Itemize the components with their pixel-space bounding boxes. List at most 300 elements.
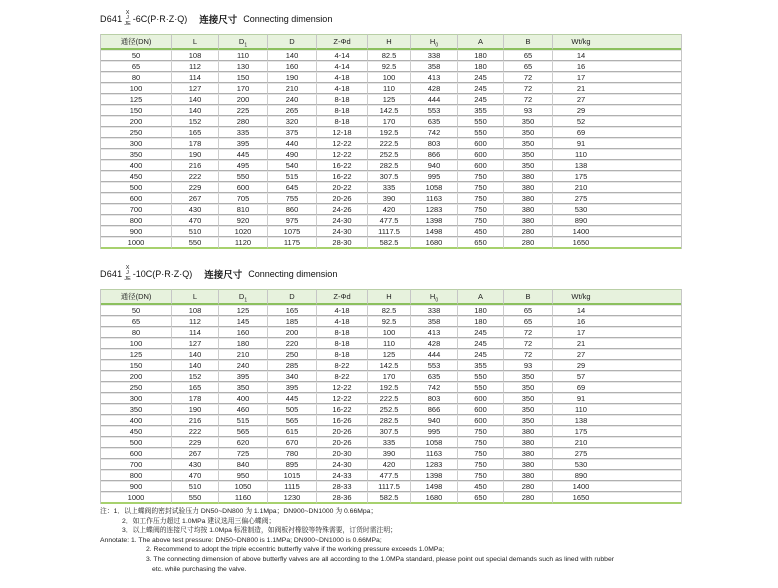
table-cell: 110 (368, 338, 411, 349)
table-cell: 250 (268, 349, 317, 360)
table-cell: 250 (101, 127, 172, 138)
column-header: 通径(DN) (101, 34, 172, 50)
table-cell: 200 (219, 94, 268, 105)
section-6c (100, 6, 680, 249)
table-cell: 320 (268, 116, 317, 127)
table-cell: 550 (458, 127, 504, 138)
table-cell: 445 (219, 149, 268, 160)
table-cell: 350 (219, 382, 268, 393)
table-cell: 112 (172, 316, 219, 327)
table-cell: 1650 (553, 492, 681, 504)
table-cell: 1020 (219, 226, 268, 237)
table-cell: 307.5 (368, 171, 411, 182)
table-cell: 165 (172, 382, 219, 393)
table-cell: 267 (172, 193, 219, 204)
table-cell: 91 (553, 393, 681, 404)
table-row (101, 448, 681, 459)
table-cell: 390 (368, 193, 411, 204)
table-row (101, 193, 681, 204)
table-cell: 222.5 (368, 138, 411, 149)
table-cell: 72 (504, 83, 553, 94)
table-cell: 142.5 (368, 105, 411, 116)
table-cell: 1650 (553, 237, 681, 249)
table-cell: 1015 (268, 470, 317, 481)
table-cell: 635 (411, 116, 458, 127)
table-cell: 28-36 (317, 492, 368, 504)
table-cell: 750 (458, 470, 504, 481)
table-cell: 112 (172, 61, 219, 72)
table-cell: 358 (411, 61, 458, 72)
table-cell: 510 (172, 481, 219, 492)
table-cell: 216 (172, 160, 219, 171)
table-cell: 500 (101, 182, 172, 193)
table-cell: 755 (268, 193, 317, 204)
table-cell: 1398 (411, 215, 458, 226)
table-cell: 20-30 (317, 448, 368, 459)
table-cell: 600 (101, 448, 172, 459)
table-cell: 229 (172, 182, 219, 193)
table-cell: 350 (504, 116, 553, 127)
table-cell: 275 (553, 448, 681, 459)
table-cell: 250 (101, 382, 172, 393)
table-cell: 8-18 (317, 94, 368, 105)
table-cell: 8-18 (317, 338, 368, 349)
table-row (101, 481, 681, 492)
table-cell: 12-18 (317, 127, 368, 138)
table-cell: 267 (172, 448, 219, 459)
table-cell: 20-26 (317, 437, 368, 448)
table-cell: 245 (458, 349, 504, 360)
table-cell: 975 (268, 215, 317, 226)
column-header: B (504, 34, 553, 50)
column-header: Z-Φd (317, 34, 368, 50)
table-row (101, 459, 681, 470)
column-header: Wt/kg (553, 289, 681, 305)
table-cell: 420 (368, 204, 411, 215)
table-cell: 140 (172, 94, 219, 105)
table-cell: 225 (219, 105, 268, 116)
table-cell: 705 (219, 193, 268, 204)
table-cell: 430 (172, 459, 219, 470)
table-row (101, 215, 681, 226)
table-cell: 890 (553, 470, 681, 481)
table-row (101, 338, 681, 349)
table-cell: 108 (172, 305, 219, 316)
table-row (101, 204, 681, 215)
table-cell: 82.5 (368, 305, 411, 316)
table-cell: 350 (504, 393, 553, 404)
table-cell: 20-22 (317, 182, 368, 193)
table-cell: 460 (219, 404, 268, 415)
table-row (101, 116, 681, 127)
table-cell: 28-30 (317, 237, 368, 249)
table-cell: 8-22 (317, 360, 368, 371)
table-cell: 1230 (268, 492, 317, 504)
table-cell: 222 (172, 171, 219, 182)
table-cell: 100 (101, 83, 172, 94)
table-row (101, 61, 681, 72)
table-cell: 192.5 (368, 382, 411, 393)
table-cell: 4-18 (317, 83, 368, 94)
table-cell: 350 (101, 149, 172, 160)
table-cell: 450 (458, 226, 504, 237)
table-cell: 477.5 (368, 470, 411, 481)
table-cell: 216 (172, 415, 219, 426)
table-cell: 210 (553, 437, 681, 448)
column-header: Wt/kg (553, 34, 681, 50)
table-cell: 8-18 (317, 349, 368, 360)
pressure-class-suffix: -10C(P·R·Z·Q) (132, 269, 193, 279)
table-cell: 252.5 (368, 404, 411, 415)
table-cell: 100 (101, 338, 172, 349)
table-cell: 100 (368, 72, 411, 83)
table-row (101, 305, 681, 316)
table-cell: 400 (101, 160, 172, 171)
table-cell: 1000 (101, 237, 172, 249)
table-cell: 4-14 (317, 61, 368, 72)
table-cell: 27 (553, 349, 681, 360)
column-header: $H_0$ (411, 34, 458, 50)
table-cell: 150 (219, 72, 268, 83)
table-row (101, 492, 681, 504)
table-cell: 550 (172, 492, 219, 504)
table-cell: 114 (172, 327, 219, 338)
table-cell: 350 (504, 404, 553, 415)
table-cell: 565 (268, 415, 317, 426)
title-chinese: 连接尺寸 (199, 15, 238, 26)
table-cell: 430 (172, 204, 219, 215)
table-row (101, 237, 681, 249)
column-header: H (368, 289, 411, 305)
table-cell: 29 (553, 105, 681, 116)
table-cell: 600 (458, 393, 504, 404)
table-cell: 350 (504, 371, 553, 382)
table-cell: 200 (101, 371, 172, 382)
variant-j: J (126, 15, 129, 22)
variant-x: X (125, 264, 130, 271)
table-cell: 192.5 (368, 127, 411, 138)
table-row (101, 393, 681, 404)
table-cell: 8-18 (317, 327, 368, 338)
table-cell: 240 (268, 94, 317, 105)
column-header: H (368, 34, 411, 50)
column-header: L (172, 289, 219, 305)
variant-x: X (125, 9, 130, 16)
table-cell: 29 (553, 360, 681, 371)
table-cell: 866 (411, 404, 458, 415)
table-cell: 565 (219, 426, 268, 437)
table-cell: 307.5 (368, 426, 411, 437)
table-cell: 550 (458, 371, 504, 382)
table-cell: 245 (458, 83, 504, 94)
table-row (101, 382, 681, 393)
table-cell: 69 (553, 127, 681, 138)
table-cell: 1000 (101, 492, 172, 504)
table-cell: 165 (268, 305, 317, 316)
table-cell: 440 (268, 138, 317, 149)
table-cell: 670 (268, 437, 317, 448)
table-cell: 1163 (411, 448, 458, 459)
table-cell: 138 (553, 415, 681, 426)
table-row (101, 127, 681, 138)
table-row (101, 171, 681, 182)
table-row (101, 349, 681, 360)
table-cell: 395 (219, 371, 268, 382)
table-cell: 582.5 (368, 492, 411, 504)
table-row (101, 226, 681, 237)
table-title-6c (100, 6, 680, 32)
title-chinese: 连接尺寸 (204, 270, 243, 281)
column-header: 通径(DN) (101, 289, 172, 305)
table-cell: 550 (458, 116, 504, 127)
table-cell: 380 (504, 204, 553, 215)
table-row (101, 404, 681, 415)
table-cell: 444 (411, 94, 458, 105)
column-header: B (504, 289, 553, 305)
table-cell: 282.5 (368, 415, 411, 426)
table-cell: 350 (504, 415, 553, 426)
table-cell: 355 (458, 105, 504, 116)
table-cell: 245 (458, 338, 504, 349)
column-header: A (458, 34, 504, 50)
table-cell: 600 (101, 193, 172, 204)
table-cell: 340 (268, 371, 317, 382)
table-cell: 180 (458, 305, 504, 316)
variant-j: J (126, 270, 129, 277)
table-cell: 995 (411, 426, 458, 437)
table-cell: 1498 (411, 481, 458, 492)
variant-je: JE (124, 275, 131, 282)
table-cell: 190 (268, 72, 317, 83)
table-cell: 515 (268, 171, 317, 182)
table-cell: 178 (172, 393, 219, 404)
table-cell: 380 (504, 426, 553, 437)
table-cell: 1160 (219, 492, 268, 504)
table-cell: 444 (411, 349, 458, 360)
table-cell: 750 (458, 459, 504, 470)
column-header: Z-Φd (317, 289, 368, 305)
table-cell: 27 (553, 94, 681, 105)
table-cell: 413 (411, 72, 458, 83)
table-row (101, 83, 681, 94)
table-cell: 110 (553, 149, 681, 160)
table-cell: 4-18 (317, 316, 368, 327)
table-cell: 165 (172, 127, 219, 138)
table-cell: 840 (219, 459, 268, 470)
table-cell: 600 (458, 160, 504, 171)
table-cell: 185 (268, 316, 317, 327)
table-cell: 280 (504, 237, 553, 249)
table-cell: 180 (458, 61, 504, 72)
table-cell: 16-22 (317, 404, 368, 415)
table-cell: 900 (101, 226, 172, 237)
table-row (101, 415, 681, 426)
table-cell: 100 (368, 327, 411, 338)
variant-je: JE (124, 20, 131, 27)
table-cell: 550 (172, 237, 219, 249)
table-cell: 900 (101, 481, 172, 492)
table-cell: 750 (458, 204, 504, 215)
table-cell: 300 (101, 138, 172, 149)
table-cell: 395 (219, 138, 268, 149)
note-en-2: 2. Recommend to adopt the triple eccentric butterfly valve if the working pressure exceeds 1.0MPa; (146, 546, 445, 554)
table-cell: 229 (172, 437, 219, 448)
table-cell: 152 (172, 116, 219, 127)
table-cell: 220 (268, 338, 317, 349)
table-cell: 138 (553, 160, 681, 171)
note-zh-1: 注：1．以上蝶阀的密封试验压力 DN50~DN800 为 1.1Mpa；DN900~DN1000 为 0.66Mpa； (100, 508, 378, 515)
table-cell: 600 (458, 138, 504, 149)
table-cell: 50 (101, 50, 172, 61)
table-cell: 750 (458, 426, 504, 437)
table-cell: 350 (504, 160, 553, 171)
table-cell: 505 (268, 404, 317, 415)
table-cell: 866 (411, 149, 458, 160)
table-cell: 65 (504, 50, 553, 61)
table-cell: 65 (504, 316, 553, 327)
table-cell: 72 (504, 327, 553, 338)
table-cell: 20-26 (317, 193, 368, 204)
table-row (101, 50, 681, 61)
table-cell: 8-18 (317, 105, 368, 116)
table-cell: 92.5 (368, 61, 411, 72)
table-cell: 65 (504, 305, 553, 316)
table-cell: 245 (458, 327, 504, 338)
table-cell: 65 (504, 61, 553, 72)
table-cell: 24-30 (317, 215, 368, 226)
table-cell: 69 (553, 382, 681, 393)
table-row (101, 360, 681, 371)
table-cell: 470 (172, 470, 219, 481)
table-cell: 530 (553, 204, 681, 215)
pressure-class-suffix: -6C(P·R·Z·Q) (132, 14, 188, 24)
table-cell: 1050 (219, 481, 268, 492)
table-cell: 65 (101, 61, 172, 72)
table-cell: 335 (219, 127, 268, 138)
table-cell: 742 (411, 382, 458, 393)
header-row (101, 289, 681, 305)
table-cell: 16 (553, 316, 681, 327)
table-cell: 1075 (268, 226, 317, 237)
table-cell: 125 (368, 94, 411, 105)
section-10c (100, 261, 680, 504)
column-header: L (172, 34, 219, 50)
model-variant-stack (124, 266, 130, 283)
column-header: D (268, 289, 317, 305)
table-cell: 180 (219, 338, 268, 349)
table-cell: 180 (458, 316, 504, 327)
table-cell: 390 (368, 448, 411, 459)
table-cell: 16-22 (317, 171, 368, 182)
table-cell: 152 (172, 371, 219, 382)
table-cell: 14 (553, 305, 681, 316)
table-cell: 140 (268, 50, 317, 61)
table-cell: 180 (458, 50, 504, 61)
table-row (101, 470, 681, 481)
table-cell: 375 (268, 127, 317, 138)
table-cell: 635 (411, 371, 458, 382)
table-cell: 52 (553, 116, 681, 127)
table-cell: 17 (553, 72, 681, 83)
table-cell: 725 (219, 448, 268, 459)
table-cell: 57 (553, 371, 681, 382)
table-cell: 72 (504, 349, 553, 360)
dimension-table-10c (100, 289, 682, 504)
table-cell: 24-30 (317, 226, 368, 237)
table-cell: 750 (458, 437, 504, 448)
table-cell: 477.5 (368, 215, 411, 226)
table-cell: 1680 (411, 237, 458, 249)
note-en-3: 3. The connecting dimension of above butterfly valves are all according to the 1.0MPa standard, please point out special demands such as lined with rubber (146, 555, 615, 563)
table-cell: 24-33 (317, 470, 368, 481)
table-cell: 4-18 (317, 305, 368, 316)
table-cell: 995 (411, 171, 458, 182)
table-cell: 21 (553, 83, 681, 94)
table-cell: 175 (553, 426, 681, 437)
table-cell: 450 (101, 171, 172, 182)
table-cell: 16-26 (317, 415, 368, 426)
table-cell: 355 (458, 360, 504, 371)
table-cell: 700 (101, 459, 172, 470)
table-row (101, 105, 681, 116)
title-english: Connecting dimension (243, 14, 333, 24)
table-cell: 80 (101, 327, 172, 338)
table-cell: 190 (172, 149, 219, 160)
table-cell: 145 (219, 316, 268, 327)
table-cell: 140 (172, 105, 219, 116)
table-cell: 110 (219, 50, 268, 61)
table-cell: 780 (268, 448, 317, 459)
table-cell: 108 (172, 50, 219, 61)
table-cell: 428 (411, 83, 458, 94)
model-code: D641 (100, 269, 123, 279)
table-cell: 380 (504, 182, 553, 193)
table-cell: 800 (101, 470, 172, 481)
table-cell: 80 (101, 72, 172, 83)
table-cell: 280 (219, 116, 268, 127)
note-zh-3: 3．以上蝶阀的连接尺寸均按 1.0Mpa 标准制造，如阀板衬橡胶等特殊需要，订货时需注明； (122, 527, 397, 535)
table-cell: 750 (458, 182, 504, 193)
table-cell: 280 (504, 492, 553, 504)
table-cell: 810 (219, 204, 268, 215)
table-cell: 1680 (411, 492, 458, 504)
table-cell: 82.5 (368, 50, 411, 61)
table-cell: 335 (368, 182, 411, 193)
table-cell: 860 (268, 204, 317, 215)
table-cell: 12-22 (317, 149, 368, 160)
table-cell: 280 (504, 481, 553, 492)
table-cell: 200 (101, 116, 172, 127)
table-cell: 510 (172, 226, 219, 237)
column-header: D (268, 34, 317, 50)
table-cell: 395 (268, 382, 317, 393)
table-cell: 1163 (411, 193, 458, 204)
table-cell: 700 (101, 204, 172, 215)
table-cell: 125 (101, 349, 172, 360)
table-cell: 400 (101, 415, 172, 426)
table-cell: 428 (411, 338, 458, 349)
title-english: Connecting dimension (248, 269, 338, 279)
table-cell: 93 (504, 360, 553, 371)
table-cell: 500 (101, 437, 172, 448)
table-row (101, 316, 681, 327)
table-cell: 72 (504, 94, 553, 105)
table-cell: 285 (268, 360, 317, 371)
table-cell: 413 (411, 327, 458, 338)
table-cell: 125 (219, 305, 268, 316)
table-cell: 300 (101, 393, 172, 404)
table-cell: 1058 (411, 182, 458, 193)
